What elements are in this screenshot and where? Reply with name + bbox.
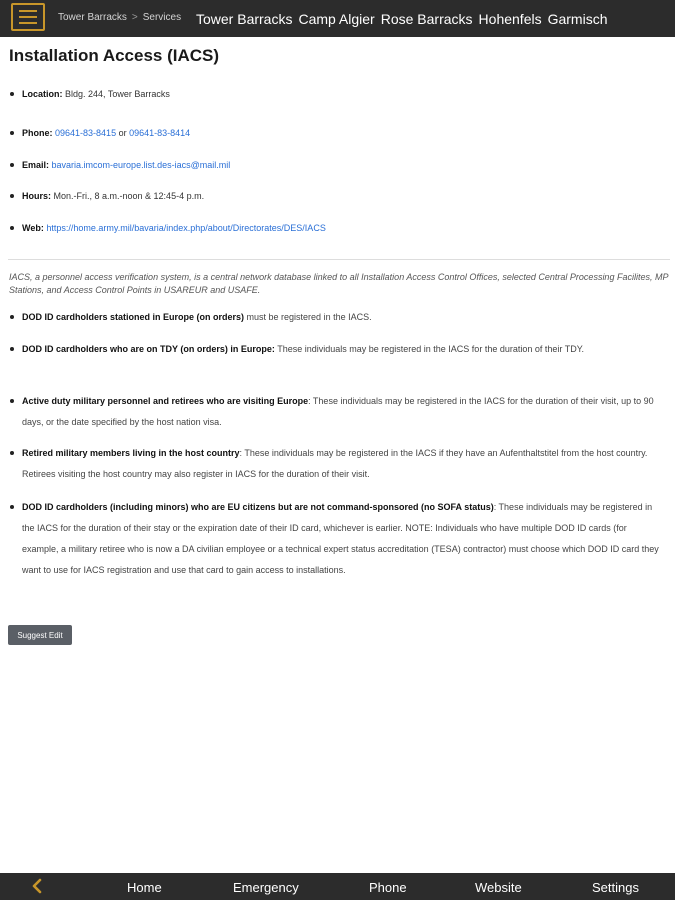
phone-or: or [116, 128, 130, 138]
tab-emergency[interactable]: Emergency [233, 880, 299, 895]
email-link[interactable]: bavaria.imcom-europe.list.des-iacs@mail.mil [51, 160, 231, 170]
bullet-heading: DOD ID cardholders (including minors) who are EU citizens but are not command-sponsored (no SOFA status) [22, 502, 494, 512]
list-item [10, 497, 662, 581]
location-value: Bldg. 244, Tower Barracks [65, 89, 170, 99]
email-label: Email: [22, 160, 50, 170]
breadcrumb [58, 12, 181, 23]
bullet-text: These individuals may be registered in the IACS for the duration of their TDY. [274, 344, 585, 354]
nav-rose-barracks[interactable]: Rose Barracks [380, 11, 473, 27]
location-row [10, 89, 170, 99]
web-link[interactable]: https://home.army.mil/bavaria/index.php/about/Directorates/DES/IACS [46, 223, 326, 233]
bullet-heading: DOD ID cardholders who are on TDY (on orders) in Europe: [22, 344, 275, 354]
bullet-text: : These individuals may be registered in the IACS if they have an Aufenthaltstitel from the host country. Retirees visiting the host country may also register in IACS for the duration of their visit. [22, 448, 648, 479]
bullet-heading: DOD ID cardholders stationed in Europe (on orders) [22, 312, 245, 322]
nav-camp-algier[interactable]: Camp Algier [298, 11, 375, 27]
intro-text: IACS, a personnel access verification system, is a central network database linked to all Installation Access Control Offices, selected Central Processing Facilites, MP Stations, and Access Control Points in USAREUR and USAFE. [9, 272, 669, 295]
bottom-tab-bar [0, 873, 675, 900]
nav-hohenfels[interactable]: Hohenfels [478, 11, 542, 27]
nav-garmisch[interactable]: Garmisch [547, 11, 608, 27]
web-row [10, 223, 326, 233]
installation-nav [196, 11, 614, 27]
hours-value: Mon.-Fri., 8 a.m.-noon & 12:45-4 p.m. [53, 191, 205, 201]
web-label: Web: [22, 223, 44, 233]
phone-label: Phone: [22, 128, 53, 138]
breadcrumb-separator: > [131, 12, 138, 23]
back-chevron-icon[interactable] [30, 878, 46, 894]
list-item [10, 391, 662, 433]
list-item [10, 339, 662, 360]
bullet-text: : These individuals may be registered in the IACS for the duration of their visit, up to 90 days, or the date specified by the host nation visa. [22, 396, 654, 427]
list-item [10, 307, 662, 328]
suggest-edit-button[interactable]: Suggest Edit [8, 625, 72, 645]
menu-icon[interactable] [11, 3, 45, 31]
nav-tower-barracks[interactable]: Tower Barracks [196, 11, 293, 27]
breadcrumb-tower-barracks[interactable]: Tower Barracks [58, 12, 127, 23]
bullet-heading: Active duty military personnel and retirees who are visiting Europe [22, 396, 309, 406]
phone-row [10, 128, 190, 138]
bullet-text: must be registered in the IACS. [244, 312, 372, 322]
bullet-text: : These individuals may be registered in the IACS for the duration of their stay or the expiration date of their ID card, whichever is earlier. NOTE: Individuals who have multiple DOD ID cards (for example, a military retiree who is now a DA civilian employee or a technical expert status accreditation (TESA) contractor) must choose which DOD ID card they want to use for IACS registration and use that card to gain access to installations. [22, 502, 659, 575]
bullet-heading: Retired military members living in the host country [22, 448, 240, 458]
list-item [10, 443, 662, 485]
phone-link-2[interactable]: 09641-83-8414 [129, 128, 191, 138]
tab-settings[interactable]: Settings [592, 880, 639, 895]
hours-label: Hours: [22, 191, 51, 201]
email-row [10, 160, 230, 170]
page-title: Installation Access (IACS) [9, 46, 220, 65]
tab-phone[interactable]: Phone [369, 880, 407, 895]
top-bar [0, 0, 675, 37]
location-label: Location: [22, 89, 63, 99]
hours-row [10, 191, 204, 201]
tab-home[interactable]: Home [127, 880, 162, 895]
tab-website[interactable]: Website [475, 880, 522, 895]
breadcrumb-services[interactable]: Services [142, 12, 182, 23]
phone-link-1[interactable]: 09641-83-8415 [55, 128, 117, 138]
divider [8, 259, 670, 260]
